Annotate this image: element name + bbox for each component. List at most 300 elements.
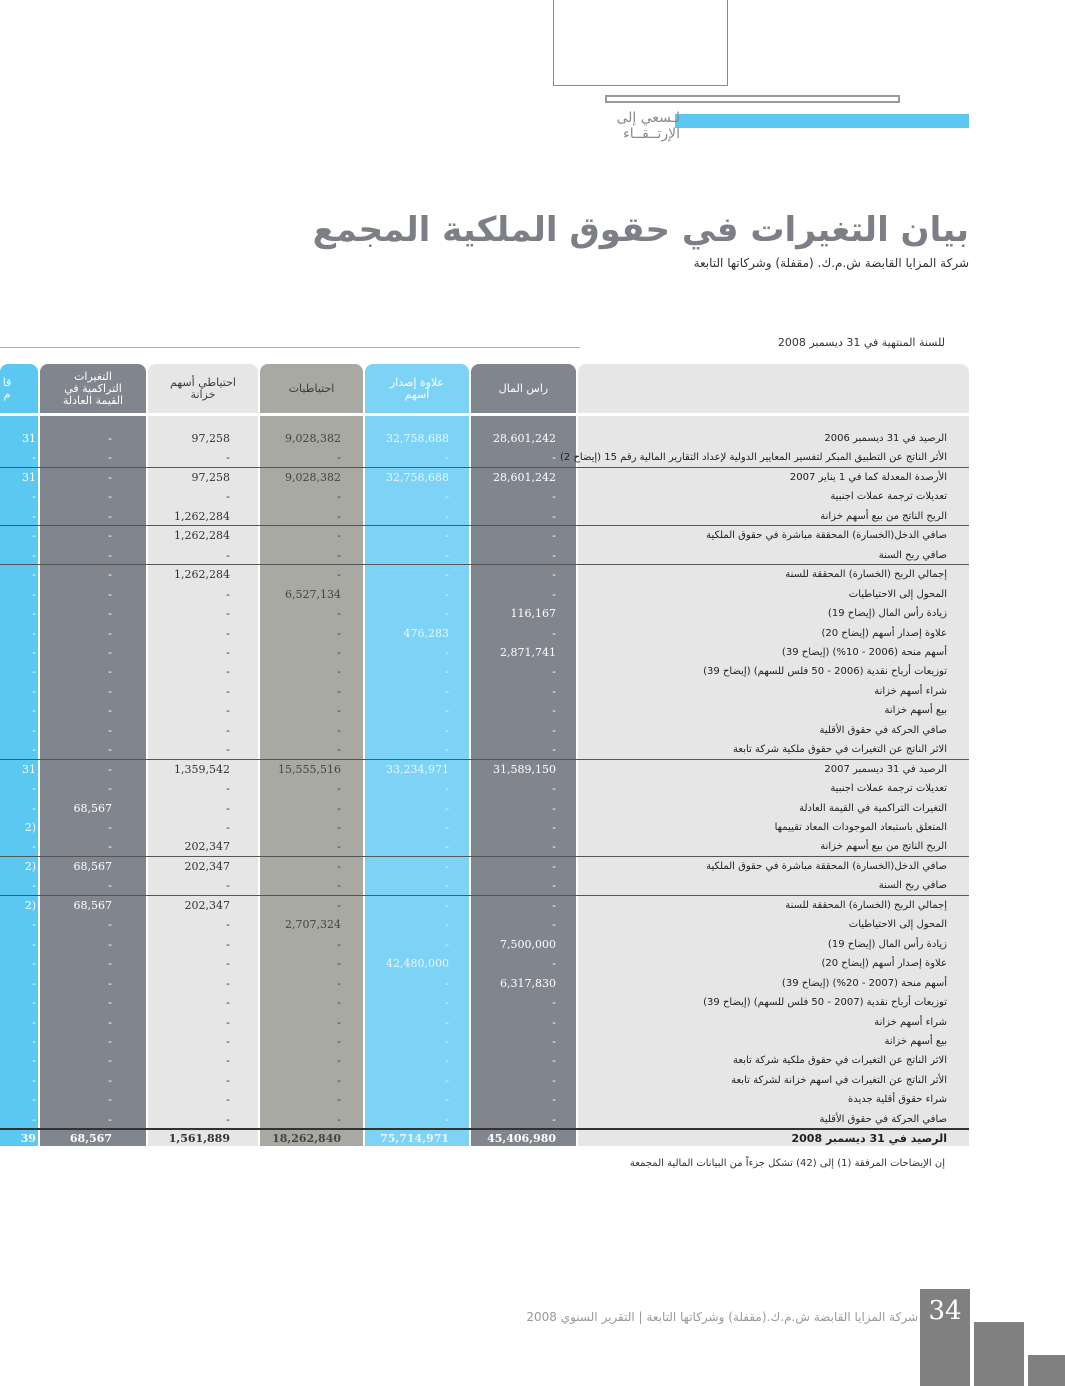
period-label: للسنة المنتهية في 31 ديسمبر 2008 [777, 336, 945, 349]
fair-value-header-label: التغيرات التراكمية في القيمة العادلة [62, 369, 124, 407]
fair-value-cell: - [108, 1093, 112, 1107]
total-rule [0, 1128, 969, 1130]
table-row [0, 721, 969, 740]
table-row [0, 1071, 969, 1090]
capital-cell: - [552, 626, 556, 640]
treasury-cell: - [226, 607, 230, 621]
capital-cell: - [552, 821, 556, 834]
treasury-cell: 1,262,284 [174, 529, 230, 543]
premium-cell: - [445, 607, 449, 621]
treasury-cell: - [226, 451, 230, 465]
fair-value-cell: - [108, 1015, 112, 1029]
premium-cell: - [445, 645, 449, 659]
premium-cell: - [445, 996, 449, 1010]
premium-cell: - [445, 723, 449, 737]
treasury-cell: - [226, 723, 230, 737]
premium-cell: - [445, 1073, 449, 1087]
cut-cell: 2) [24, 898, 36, 912]
premium-cell: 42,480,000 [386, 957, 449, 971]
table-row [0, 993, 969, 1012]
capital-cell: - [552, 1112, 556, 1126]
table-row [0, 1013, 969, 1032]
decor-block [974, 1322, 1024, 1386]
cut-cell: - [32, 1054, 36, 1068]
row-label: أسهم منحة (2007 - 20%) (إيضاح 39) [781, 977, 947, 989]
cut-cell: - [32, 665, 36, 679]
cut-cell: 2) [24, 859, 36, 873]
table-row [0, 662, 969, 681]
fair-value-cell: - [108, 509, 112, 523]
reserves-cell: - [337, 782, 341, 796]
row-label: الأثر الناتج عن التطبيق المبكر لتفسير المعايير الدولية لإعداد التقارير المالية رقم 15 (إيضاح 2) [559, 452, 947, 464]
cut-cell: - [32, 1093, 36, 1107]
row-label: أسهم منحة (2006 - 10%) (إيضاح 39) [781, 646, 947, 658]
fair-value-cell: - [108, 1073, 112, 1087]
premium-cell: - [445, 859, 449, 873]
reserves-cell: - [337, 1112, 341, 1126]
table-row [0, 701, 969, 720]
header-frame [553, 0, 728, 86]
treasury-cell: - [226, 821, 230, 834]
row-label: صافي الدخل(الخسارة) المحققة مباشرة في حقوق الملكية [706, 530, 947, 542]
label-column-header [578, 364, 969, 413]
premium-cell: - [445, 1054, 449, 1068]
cut-cell: - [32, 704, 36, 718]
treasury-cell: 202,347 [184, 898, 230, 912]
fair-value-cell: - [108, 937, 112, 951]
reserves-cell: - [337, 451, 341, 465]
cut-cell: 31 [22, 762, 36, 776]
row-label: شراء أسهم خزانة [874, 1016, 947, 1028]
cut-cell: - [32, 587, 36, 601]
fair-value-cell: - [108, 451, 112, 465]
capital-cell: - [552, 1054, 556, 1068]
table-row [0, 896, 969, 915]
capital-cell: - [552, 996, 556, 1010]
tagline-bar [675, 114, 969, 128]
capital-cell: 31,589,150 [493, 762, 556, 776]
treasury-cell: - [226, 665, 230, 679]
reserves-cell: - [337, 1073, 341, 1087]
capital-cell: - [552, 743, 556, 757]
row-label: الأرصدة المعدلة كما في 1 يناير 2007 [789, 471, 947, 483]
premium-cell: - [445, 529, 449, 543]
treasury-cell: - [226, 937, 230, 951]
treasury-cell: - [226, 996, 230, 1010]
page-title: بيان التغيرات في حقوق الملكية المجمع [312, 210, 969, 250]
premium-cell: 476,283 [403, 626, 449, 640]
fair-value-cell: - [108, 723, 112, 737]
fair-value-cell: 68,567 [73, 801, 112, 815]
cut-cell: - [32, 568, 36, 582]
fair-value-cell: - [108, 976, 112, 990]
table-row [0, 624, 969, 643]
row-label: إجمالي الربح (الخسارة) المحققة للسنة [785, 569, 947, 581]
cut-cell: - [32, 607, 36, 621]
premium-cell: 75,714,971 [380, 1132, 449, 1146]
reserves-cell: - [337, 1015, 341, 1029]
reserves-cell: - [337, 957, 341, 971]
capital-cell: - [552, 665, 556, 679]
row-label: تعديلات ترجمة عملات اجنبية [830, 491, 947, 503]
cut-cell: - [32, 684, 36, 698]
capital-cell: - [552, 957, 556, 971]
premium-cell: - [445, 1093, 449, 1107]
treasury-cell: 202,347 [184, 840, 230, 854]
reserves-cell: - [337, 879, 341, 893]
cut-cell: - [32, 801, 36, 815]
table-row [0, 1051, 969, 1070]
capital-cell: 28,601,242 [493, 470, 556, 484]
reserves-cell: - [337, 821, 341, 834]
treasury-cell: - [226, 1073, 230, 1087]
fair-value-cell: - [108, 684, 112, 698]
premium-cell: - [445, 490, 449, 504]
cut-cell: - [32, 529, 36, 543]
capital-cell: - [552, 879, 556, 893]
cut-cell: - [32, 996, 36, 1010]
table-row [0, 799, 969, 818]
premium-cell: - [445, 548, 449, 562]
reserves-cell: - [337, 859, 341, 873]
cut-cell: - [32, 1112, 36, 1126]
fair-value-cell: - [108, 879, 112, 893]
cut-cell: 31 [22, 470, 36, 484]
premium-cell: - [445, 704, 449, 718]
capital-cell: - [552, 568, 556, 582]
premium-cell: 32,758,688 [386, 432, 449, 445]
fair-value-cell: - [108, 432, 112, 445]
reserves-cell: - [337, 1034, 341, 1048]
treasury-cell: 202,347 [184, 859, 230, 873]
reserves-cell: - [337, 976, 341, 990]
table-row [0, 429, 969, 448]
table-row [0, 740, 969, 759]
cut-cell: - [32, 782, 36, 796]
capital-cell: - [552, 1034, 556, 1048]
cut-cell: - [32, 879, 36, 893]
reserves-cell: 9,028,382 [285, 470, 341, 484]
treasury-cell: - [226, 548, 230, 562]
treasury-cell: - [226, 918, 230, 932]
row-label: الرصيد في 31 ديسمبر 2006 [824, 433, 947, 444]
capital-cell: 2,871,741 [500, 645, 556, 659]
fair-value-cell: - [108, 1112, 112, 1126]
fair-value-cell: - [108, 743, 112, 757]
fair-value-cell: - [108, 840, 112, 854]
treasury-cell: - [226, 1034, 230, 1048]
reserves-cell: - [337, 568, 341, 582]
table-row [0, 546, 969, 565]
table-row [0, 954, 969, 973]
treasury-cell: - [226, 782, 230, 796]
table-row [0, 507, 969, 526]
fair-value-cell: - [108, 996, 112, 1010]
row-label: الاثر الناتج عن التغيرات في حقوق ملكية شركة تابعة [733, 744, 947, 756]
reserves-cell: - [337, 1093, 341, 1107]
fair-value-cell: - [108, 918, 112, 932]
capital-cell: - [552, 704, 556, 718]
header-bar [605, 95, 900, 103]
fair-value-cell: - [108, 821, 112, 834]
cut-cell: - [32, 840, 36, 854]
decor-block [1028, 1355, 1065, 1386]
capital-cell: - [552, 1015, 556, 1029]
row-label: بيع أسهم خزانة [884, 1035, 947, 1047]
premium-cell: - [445, 898, 449, 912]
treasury-cell: - [226, 587, 230, 601]
table-row [0, 857, 969, 876]
premium-cell: - [445, 451, 449, 465]
capital-cell: 116,167 [510, 607, 556, 621]
treasury-cell: - [226, 704, 230, 718]
treasury-cell: - [226, 490, 230, 504]
reserves-header-label: احتياطيات [288, 381, 335, 395]
premium-cell: - [445, 879, 449, 893]
treasury-cell: - [226, 976, 230, 990]
table-row [0, 526, 969, 545]
premium-cell: - [445, 568, 449, 582]
row-label: زيادة رأس المال (إيضاح 19) [827, 938, 947, 950]
fair-value-cell: - [108, 587, 112, 601]
premium-cell: 32,758,688 [386, 470, 449, 484]
capital-cell: - [552, 1073, 556, 1087]
treasury-cell: - [226, 957, 230, 971]
cut-cell: 31 [22, 432, 36, 445]
capital-cell: - [552, 548, 556, 562]
row-label: الربح الناتج من بيع أسهم خزانة [820, 510, 947, 522]
table-row [0, 604, 969, 623]
fair-value-cell: 68,567 [73, 898, 112, 912]
premium-cell: 33,234,971 [386, 762, 449, 776]
row-label: صافي الحركة في حقوق الأقلية [819, 1113, 947, 1125]
capital-cell: - [552, 918, 556, 932]
table-row [0, 876, 969, 895]
fair-value-cell: 68,567 [73, 859, 112, 873]
cut-cell: - [32, 1073, 36, 1087]
footnote: إن الإيضاحات المرفقة (1) إلى (42) تشكل جزءاً من البيانات المالية المجمعة [629, 1158, 945, 1169]
capital-cell: - [552, 801, 556, 815]
reserves-cell: - [337, 607, 341, 621]
capital-cell: 45,406,980 [487, 1132, 556, 1146]
reserves-cell: 6,527,134 [285, 587, 341, 601]
capital-cell: 7,500,000 [500, 937, 556, 951]
fair-value-cell: - [108, 645, 112, 659]
cut-cell: - [32, 1034, 36, 1048]
reserves-cell: 2,707,324 [285, 918, 341, 932]
cut-cell: - [32, 957, 36, 971]
capital-cell: - [552, 451, 556, 465]
row-label: التغيرات التراكمية في القيمة العادلة [799, 802, 947, 814]
treasury-header-label: احتياطي أسهم خزانة [170, 375, 236, 401]
fair-value-cell: - [108, 490, 112, 504]
row-label: الاثر الناتج عن التغيرات في حقوق ملكية شركة تابعة [733, 1055, 947, 1067]
tagline: لـسعي إلى الإرتــقــاء [616, 110, 680, 142]
treasury-cell: - [226, 1112, 230, 1126]
row-label: المحول إلى الاحتياطيات [848, 588, 947, 600]
premium-cell: - [445, 976, 449, 990]
row-label: توزيعات أرباح نقدية (2007 - 50 فلس للسهم) (إيضاح 39) [703, 997, 947, 1009]
reserves-cell: 9,028,382 [285, 432, 341, 445]
row-label: توزيعات أرباح نقدية (2006 - 50 فلس للسهم) (إيضاح 39) [703, 666, 947, 678]
table-row [0, 818, 969, 837]
premium-cell: - [445, 1015, 449, 1029]
cut-cell: - [32, 937, 36, 951]
reserves-cell: - [337, 996, 341, 1010]
treasury-cell: - [226, 626, 230, 640]
fair-value-cell: - [108, 704, 112, 718]
fair-value-cell: - [108, 626, 112, 640]
page-subtitle: شركة المزايا القابضة ش.م.ك. (مقفلة) وشركاتها التابعة [693, 256, 969, 270]
treasury-cell: 1,262,284 [174, 509, 230, 523]
premium-header-label: علاوة إصدار أسهم [389, 375, 445, 401]
reserves-cell: - [337, 490, 341, 504]
premium-cell: - [445, 801, 449, 815]
treasury-cell: 1,359,542 [174, 762, 230, 776]
reserves-cell: 15,555,516 [278, 762, 341, 776]
reserves-cell: - [337, 1054, 341, 1068]
treasury-cell: 1,262,284 [174, 568, 230, 582]
capital-cell: - [552, 490, 556, 504]
premium-cell: - [445, 684, 449, 698]
row-label: بيع أسهم خزانة [884, 705, 947, 717]
premium-cell: - [445, 665, 449, 679]
cut-cell: - [32, 645, 36, 659]
divider [0, 347, 580, 348]
capital-cell: 6,317,830 [500, 976, 556, 990]
table-row [0, 1129, 969, 1148]
table-row [0, 779, 969, 798]
treasury-cell: - [226, 801, 230, 815]
premium-cell: - [445, 821, 449, 834]
table-row [0, 1090, 969, 1109]
fair-value-cell: - [108, 665, 112, 679]
reserves-cell: - [337, 509, 341, 523]
cut-cell: - [32, 626, 36, 640]
table-row [0, 1032, 969, 1051]
fair-value-cell: - [108, 782, 112, 796]
row-label: علاوة إصدار أسهم (إيضاح 20) [821, 958, 947, 970]
fair-value-cell: - [108, 568, 112, 582]
premium-cell: - [445, 587, 449, 601]
treasury-cell: 1,561,889 [168, 1132, 230, 1146]
cut-cell: - [32, 1015, 36, 1029]
fair-value-cell: - [108, 957, 112, 971]
row-label: صافي ربح السنة [878, 880, 947, 892]
capital-cell: - [552, 684, 556, 698]
row-label: الأثر الناتج عن التغيرات في اسهم خزانة لشركة تابعة [731, 1074, 947, 1086]
cut-cell: - [32, 509, 36, 523]
cut-cell: - [32, 548, 36, 562]
cut-cell: 39 [20, 1132, 36, 1146]
row-label: الرصيد في 31 ديسمبر 2007 [824, 763, 947, 775]
fair-value-cell: - [108, 548, 112, 562]
reserves-cell: - [337, 529, 341, 543]
fair-value-cell: - [108, 1034, 112, 1048]
row-label: زيادة رأس المال (إيضاح 19) [827, 608, 947, 620]
table-row [0, 468, 969, 487]
treasury-cell: - [226, 1093, 230, 1107]
table-row [0, 487, 969, 506]
cut-cell: - [32, 490, 36, 504]
treasury-cell: - [226, 879, 230, 893]
table-row [0, 760, 969, 779]
footer-text: شركة المزايا القابضة ش.م.ك.(مقفلة) وشركاتها التابعة | التقرير السنوي 2008 [526, 1310, 918, 1324]
treasury-cell: - [226, 645, 230, 659]
row-label: إجمالي الربح (الخسارة) المحققة للسنة [785, 899, 947, 911]
treasury-cell: 97,258 [191, 470, 230, 484]
table-row [0, 682, 969, 701]
cut-cell: - [32, 976, 36, 990]
capital-cell: - [552, 529, 556, 543]
treasury-cell: 97,258 [191, 432, 230, 445]
cut-cell: - [32, 723, 36, 737]
row-label: الرصيد في 31 ديسمبر 2008 [791, 1132, 947, 1146]
fair-value-cell: - [108, 607, 112, 621]
reserves-cell: 18,262,840 [272, 1132, 341, 1146]
capital-cell: - [552, 782, 556, 796]
capital-cell: 28,601,242 [493, 432, 556, 445]
treasury-cell: - [226, 1015, 230, 1029]
table-row [0, 448, 969, 467]
premium-cell: - [445, 1112, 449, 1126]
reserves-cell: - [337, 684, 341, 698]
capital-cell: - [552, 840, 556, 854]
capital-header-label: راس المال [498, 381, 549, 395]
treasury-cell: - [226, 743, 230, 757]
capital-cell: - [552, 587, 556, 601]
premium-cell: - [445, 743, 449, 757]
reserves-cell: - [337, 840, 341, 854]
fair-value-cell: - [108, 1054, 112, 1068]
cut-cell: 2) [24, 821, 36, 834]
fair-value-cell: - [108, 529, 112, 543]
premium-cell: - [445, 1034, 449, 1048]
fair-value-cell: 68,567 [69, 1132, 112, 1146]
table-row [0, 565, 969, 584]
cut-header-label: قا م [2, 375, 12, 401]
capital-cell: - [552, 1093, 556, 1107]
reserves-cell: - [337, 743, 341, 757]
reserves-cell: - [337, 665, 341, 679]
row-label: المحول إلى الاحتياطيات [848, 919, 947, 931]
capital-cell: - [552, 723, 556, 737]
cut-cell: - [32, 743, 36, 757]
page-number: 34 [928, 1296, 962, 1326]
reserves-cell: - [337, 626, 341, 640]
reserves-cell: - [337, 898, 341, 912]
reserves-cell: - [337, 937, 341, 951]
table-row [0, 974, 969, 993]
row-label: المتعلق باستبعاد الموجودات المعاد تقييمها [774, 822, 947, 833]
treasury-cell: - [226, 684, 230, 698]
reserves-cell: - [337, 548, 341, 562]
premium-cell: - [445, 937, 449, 951]
table-row [0, 1110, 969, 1129]
row-label: علاوة إصدار أسهم (إيضاح 20) [821, 627, 947, 639]
premium-cell: - [445, 509, 449, 523]
table-row [0, 935, 969, 954]
cut-cell: - [32, 451, 36, 465]
capital-cell: - [552, 859, 556, 873]
row-label: صافي الدخل(الخسارة) المحققة مباشرة في حقوق الملكية [706, 860, 947, 872]
cut-cell: - [32, 918, 36, 932]
table-row [0, 585, 969, 604]
fair-value-cell: - [108, 762, 112, 776]
capital-cell: - [552, 898, 556, 912]
row-label: صافي الحركة في حقوق الأقلية [819, 724, 947, 736]
table-row [0, 837, 969, 856]
